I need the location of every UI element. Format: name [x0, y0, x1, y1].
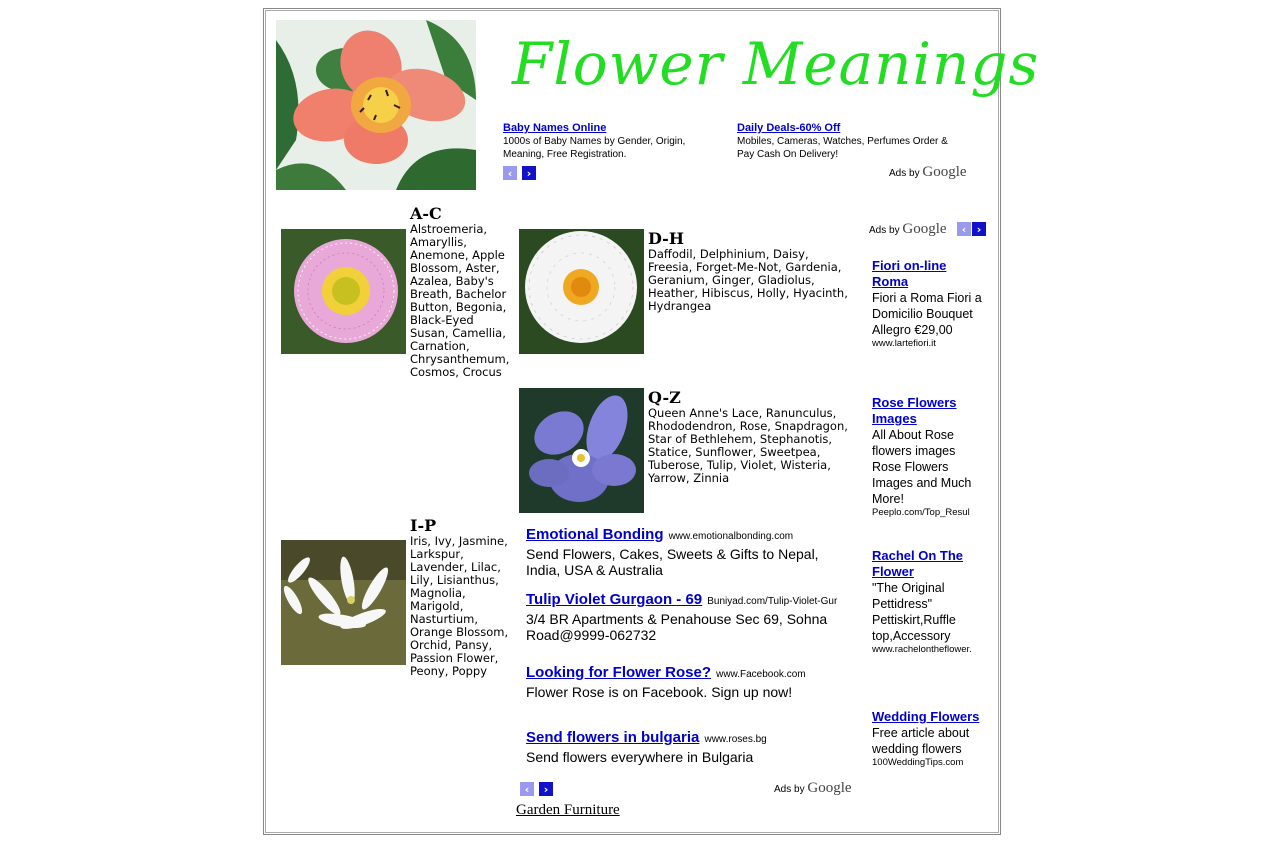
aster-image — [281, 229, 406, 354]
middle-ad-3-desc: Flower Rose is on Facebook. Sign up now! — [526, 684, 793, 700]
right-ad-2[interactable] — [872, 395, 984, 519]
middle-ad-4-desc: Send flowers everywhere in Bulgaria — [526, 749, 754, 765]
right-ads-by-google[interactable] — [869, 221, 947, 238]
category-heading-a-c[interactable]: A-C — [410, 204, 442, 223]
ads-by-label: Ads by — [889, 168, 920, 179]
middle-ad-1-link[interactable]: Emotional Bonding — [526, 526, 664, 543]
category-list-i-p[interactable]: Iris, Ivy, Jasmine, Larkspur, Lavender, Lilac, Lily, Lisianthus, Magnolia, Marigold, Nasturtium, Orange Blossom, Orchid, Pansy, Passion Flower, Peony, Poppy — [410, 534, 509, 678]
garden-furniture-link[interactable]: Garden Furniture — [516, 802, 620, 818]
right-ad-4-url: 100WeddingTips.com — [872, 757, 964, 768]
right-ad-3[interactable] — [872, 548, 984, 656]
middle-ads-by-google[interactable] — [774, 780, 852, 797]
category-heading-q-z[interactable]: Q-Z — [648, 388, 681, 407]
header-ad-2-desc: Mobiles, Cameras, Watches, Perfumes Order & Pay Cash On Delivery! — [737, 136, 948, 160]
middle-ad-1-desc: Send Flowers, Cakes, Sweets & Gifts to Nepal, India, USA & Australia — [526, 546, 819, 578]
right-ad-4-desc: Free article about wedding flowers — [872, 726, 970, 756]
right-ad-1-link[interactable]: Fiori on-line Roma — [872, 258, 947, 289]
middle-ad-2-url: Buniyad.com/Tulip-Violet-Gur — [707, 596, 838, 607]
category-list-d-h[interactable]: Daffodil, Delphinium, Daisy, Freesia, Forget-Me-Not, Gardenia, Geranium, Ginger, Gladiolus, Heather, Hibiscus, Holly, Hyacinth, Hydrangea — [648, 247, 848, 313]
middle-ads-next-button[interactable]: › — [539, 782, 553, 796]
middle-ad-4[interactable] — [526, 727, 846, 765]
right-ad-2-url: Peeplo.com/Top_Resul — [872, 507, 970, 518]
violet-image — [519, 388, 644, 513]
ads-by-label: Ads by — [869, 225, 900, 236]
category-list-q-z[interactable]: Queen Anne's Lace, Ranunculus, Rhododendron, Rose, Snapdragon, Star of Bethlehem, Stephanotis, Statice, Sunflower, Sweetpea, Tuberose, Tulip, Violet, Wisteria, Yarrow, Zinnia — [648, 406, 848, 485]
header-ads-next-button[interactable]: › — [522, 166, 536, 180]
right-ad-1[interactable] — [872, 258, 984, 350]
google-logo: Google — [922, 164, 967, 180]
middle-ad-2[interactable] — [526, 589, 856, 643]
right-ad-2-link[interactable]: Rose Flowers Images — [872, 395, 957, 426]
header-ad-1[interactable] — [503, 122, 713, 161]
category-list-a-c[interactable]: Alstroemeria, Amaryllis, Anemone, Apple Blossom, Aster, Azalea, Baby's Breath, Bachelor Button, Begonia, Black-Eyed Susan, Camellia, Carnation, Chrysanthemum, Cosmos, Crocus — [410, 222, 510, 379]
right-ad-2-desc: All About Rose flowers images Rose Flowers Images and Much More! — [872, 428, 972, 506]
ads-by-label: Ads by — [774, 784, 805, 795]
header-ad-1-desc: 1000s of Baby Names by Gender, Origin, Meaning, Free Registration. — [503, 136, 686, 160]
header-ads-by-google[interactable] — [889, 164, 967, 181]
middle-ad-2-link[interactable]: Tulip Violet Gurgaon - 69 — [526, 591, 703, 608]
header-ad-2[interactable] — [737, 122, 967, 161]
right-ad-1-desc: Fiori a Roma Fiori a Domicilio Bouquet Allegro €29,00 — [872, 291, 982, 337]
google-logo: Google — [807, 780, 852, 796]
right-ads-next-button[interactable]: › — [972, 222, 986, 236]
right-ad-3-link[interactable]: Rachel On The Flower — [872, 548, 964, 579]
header-ad-2-link[interactable]: Daily Deals-60% Off — [737, 122, 841, 134]
jasmine-image — [281, 540, 406, 665]
middle-ad-2-desc: 3/4 BR Apartments & Penahouse Sec 69, Sohna Road@9999-062732 — [526, 611, 828, 643]
page-title: Flower Meanings — [512, 30, 1040, 98]
middle-ads-prev-button[interactable]: ‹ — [520, 782, 534, 796]
right-ad-1-url: www.lartefiori.it — [872, 338, 936, 349]
daisy-image — [519, 229, 644, 354]
middle-ad-4-url: www.roses.bg — [704, 734, 767, 745]
middle-ad-1-url: www.emotionalbonding.com — [668, 531, 794, 542]
right-ad-4[interactable] — [872, 709, 984, 769]
middle-ad-3-link[interactable]: Looking for Flower Rose? — [526, 664, 712, 681]
right-ad-3-url: www.rachelontheflower. — [872, 644, 972, 655]
middle-ad-3-url: www.Facebook.com — [716, 669, 806, 680]
right-ad-3-desc: "The Original Pettidress" Pettiskirt,Ruffle top,Accessory — [872, 581, 956, 643]
category-heading-d-h[interactable]: D-H — [648, 229, 684, 248]
header-ad-1-link[interactable]: Baby Names Online — [503, 122, 607, 134]
right-ad-4-link[interactable]: Wedding Flowers — [872, 709, 980, 724]
category-heading-i-p[interactable]: I-P — [410, 516, 437, 535]
right-ads-prev-button[interactable]: ‹ — [957, 222, 971, 236]
middle-ad-1[interactable] — [526, 524, 846, 578]
header-ads-prev-button[interactable]: ‹ — [503, 166, 517, 180]
middle-ad-4-link[interactable]: Send flowers in bulgaria — [526, 729, 700, 746]
header-flower-image — [276, 20, 476, 190]
middle-ad-3[interactable] — [526, 662, 846, 700]
google-logo: Google — [902, 221, 947, 237]
